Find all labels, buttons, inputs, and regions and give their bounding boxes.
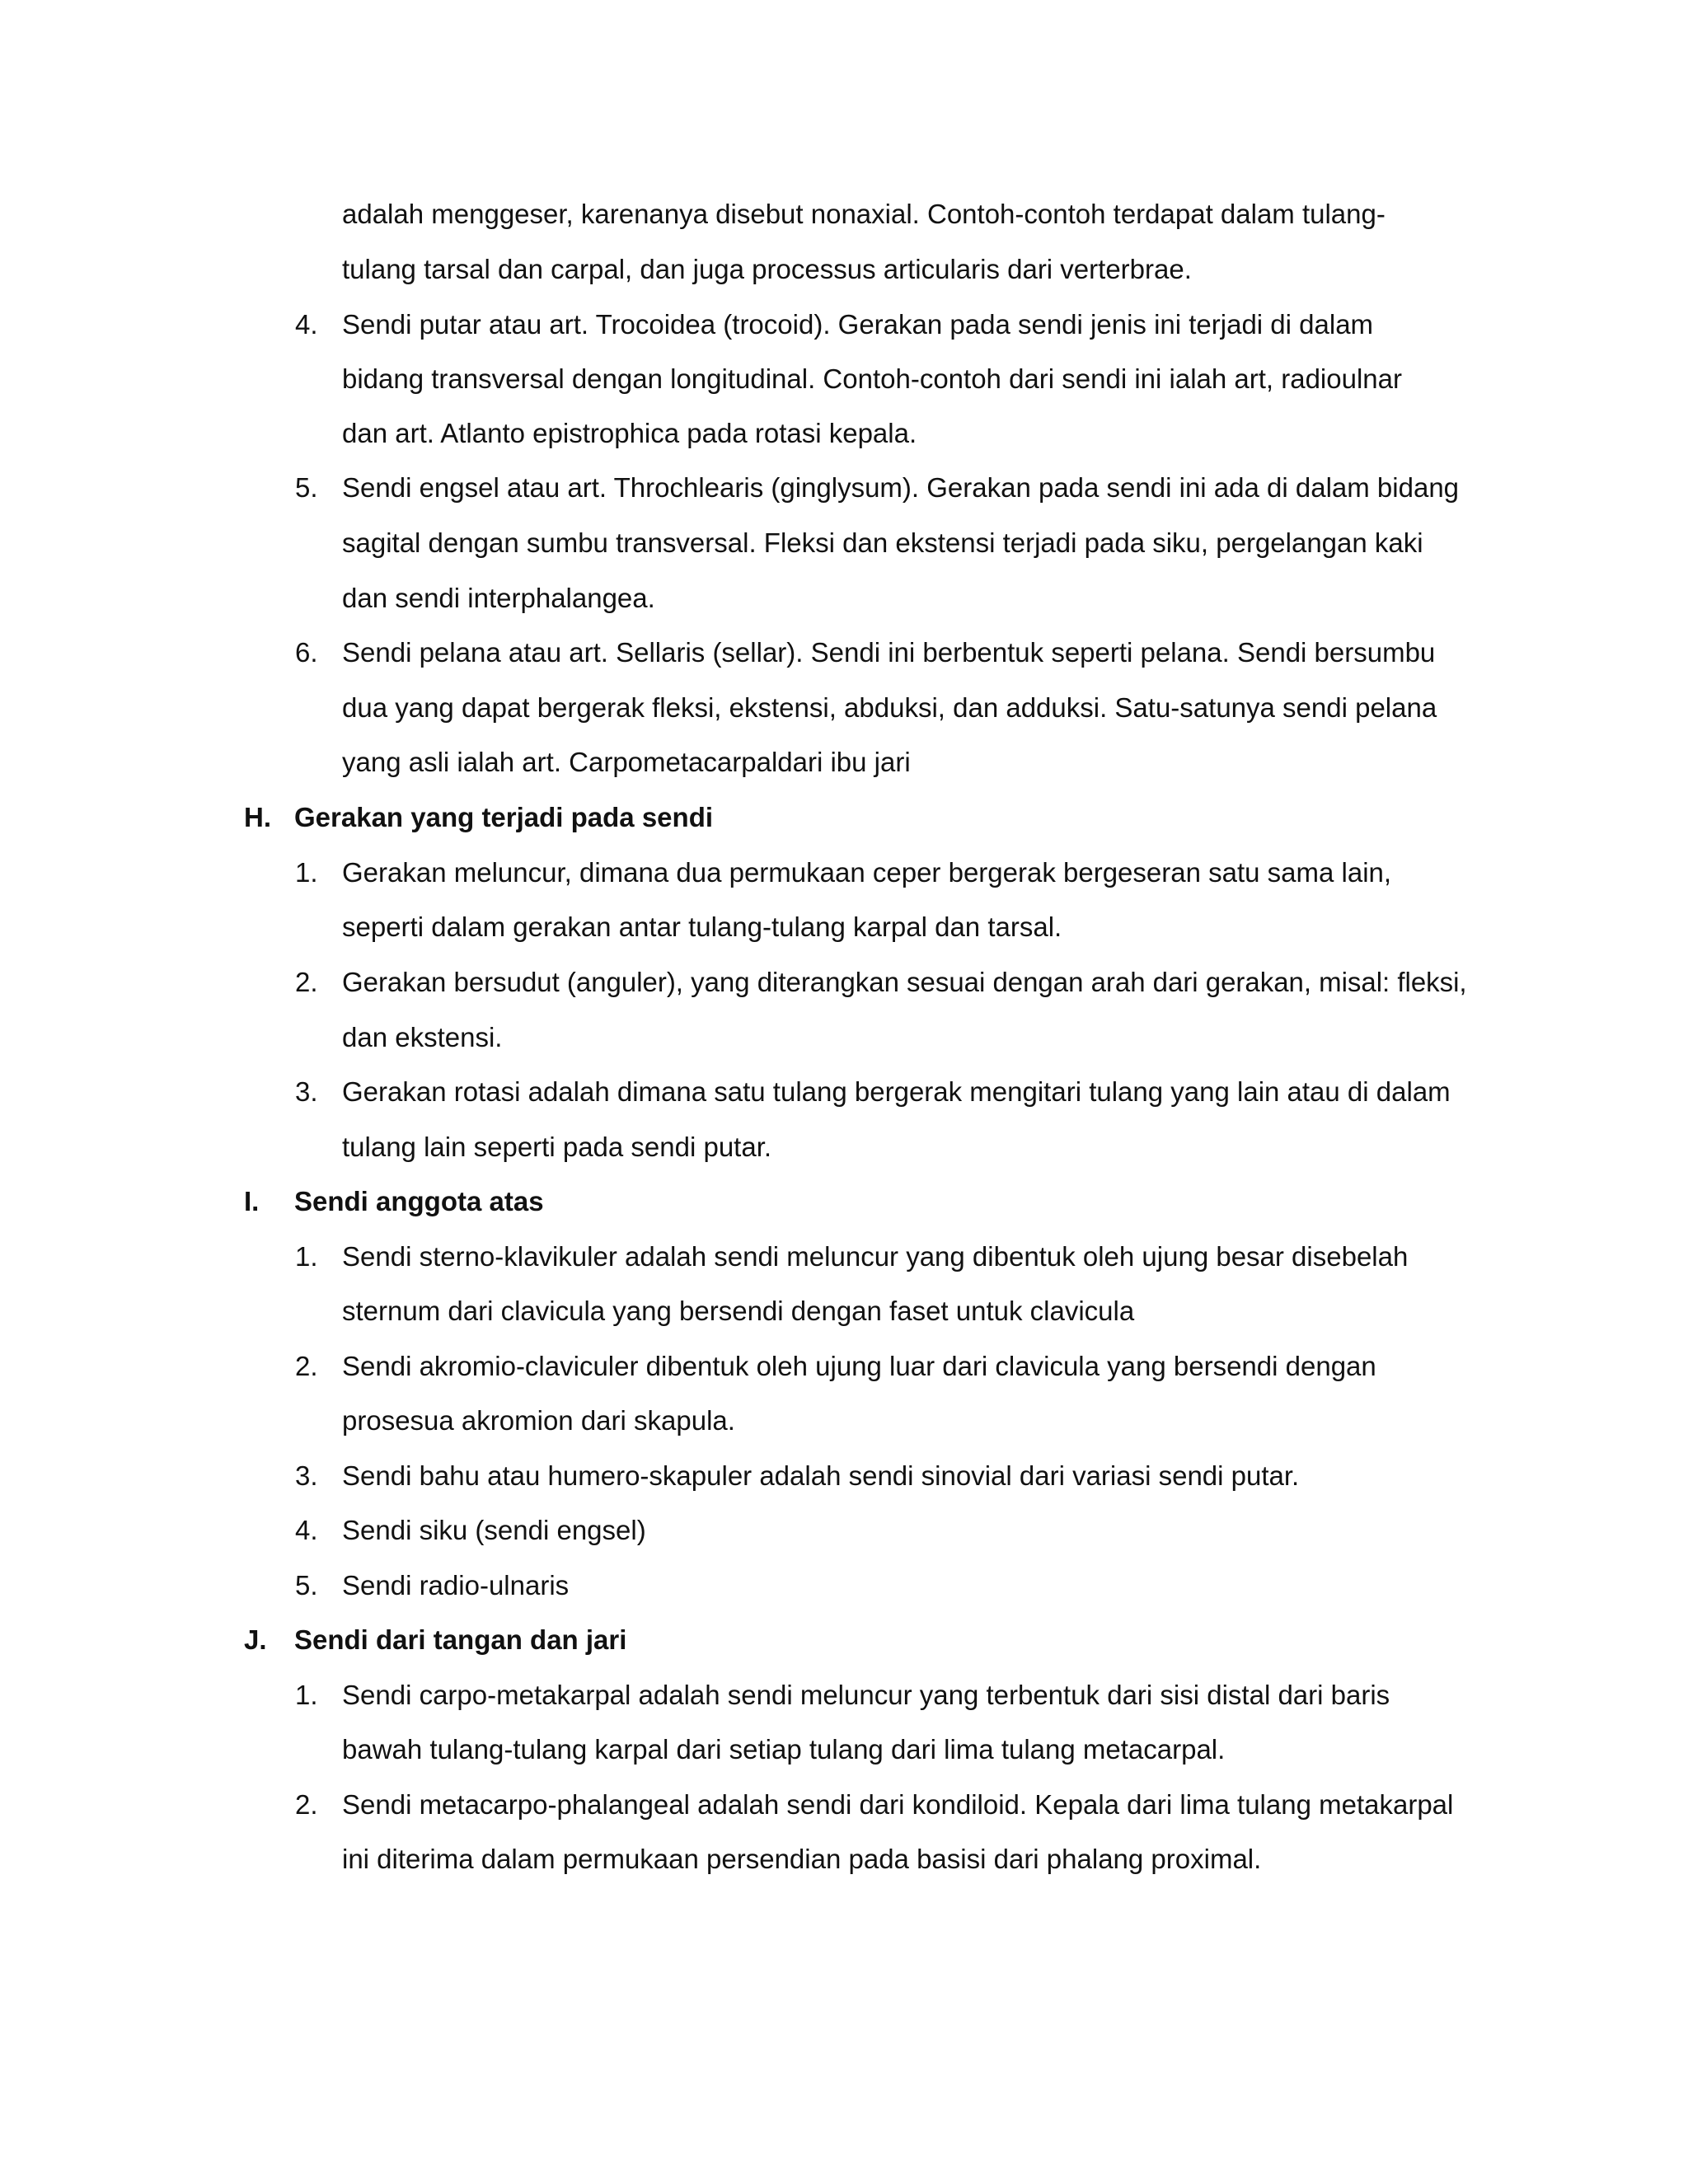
list-item-line: Sendi putar atau art. Trocoidea (trocoid). Gerakan pada sendi jenis ini terjadi di dalam [342, 309, 1374, 340]
list-item-number: 1. [295, 1680, 318, 1710]
list-item-number: 4. [295, 1515, 318, 1545]
list-item-number: 4. [295, 309, 318, 340]
list-item-line: Sendi carpo-metakarpal adalah sendi meluncur yang terbentuk dari sisi distal dari baris [342, 1680, 1390, 1710]
section-letter-j: J. [244, 1624, 267, 1655]
section-letter-h: H. [244, 802, 271, 832]
list-item-line: sternum dari clavicula yang bersendi dengan faset untuk clavicula [342, 1296, 1135, 1326]
list-item-line: Gerakan bersudut (anguler), yang diterangkan sesuai dengan arah dari gerakan, misal: fleksi, [342, 967, 1467, 997]
list-item-line: prosesua akromion dari skapula. [342, 1405, 735, 1436]
list-item-number: 6. [295, 637, 318, 668]
list-item-line: seperti dalam gerakan antar tulang-tulang karpal dan tarsal. [342, 912, 1062, 942]
list-item-line: Sendi radio-ulnaris [342, 1570, 570, 1601]
list-item-line: sagital dengan sumbu transversal. Fleksi dan ekstensi terjadi pada siku, pergelangan kaki [342, 527, 1423, 558]
section-heading-j: Sendi dari tangan dan jari [294, 1624, 627, 1655]
list-item-line: Sendi sterno-klavikuler adalah sendi meluncur yang dibentuk oleh ujung besar disebelah [342, 1241, 1409, 1272]
list-item-line: Sendi engsel atau art. Throchlearis (ginglysum). Gerakan pada sendi ini ada di dalam bidang [342, 472, 1460, 503]
list-item-line: Sendi metacarpo-phalangeal adalah sendi dari kondiloid. Kepala dari lima tulang metakarpal [342, 1789, 1454, 1820]
list-item-number: 1. [295, 1241, 318, 1272]
continuation-line-2: tulang tarsal dan carpal, dan juga processus articularis dari verterbrae. [342, 254, 1192, 284]
list-item-line: Sendi akromio-claviculer dibentuk oleh ujung luar dari clavicula yang bersendi dengan [342, 1351, 1376, 1381]
list-item-line: ini diterima dalam permukaan persendian pada basisi dari phalang proximal. [342, 1844, 1262, 1874]
list-item-line: bidang transversal dengan longitudinal. Contoh-contoh dari sendi ini ialah art, radioulnar [342, 363, 1403, 394]
list-item-number: 2. [295, 967, 318, 997]
section-heading-i: Sendi anggota atas [294, 1186, 544, 1216]
list-item-line: Gerakan rotasi adalah dimana satu tulang bergerak mengitari tulang yang lain atau di dalam [342, 1076, 1451, 1107]
continuation-line-1: adalah menggeser, karenanya disebut nonaxial. Contoh-contoh terdapat dalam tulang- [342, 199, 1386, 229]
list-item-number: 5. [295, 472, 318, 503]
list-item-line: dan ekstensi. [342, 1022, 503, 1052]
list-item-number: 3. [295, 1460, 318, 1491]
list-item-line: dan art. Atlanto epistrophica pada rotasi kepala. [342, 418, 917, 448]
list-item-line: tulang lain seperti pada sendi putar. [342, 1132, 772, 1162]
list-item-line: Sendi siku (sendi engsel) [342, 1515, 646, 1545]
list-item-line: Sendi pelana atau art. Sellaris (sellar). Sendi ini berbentuk seperti pelana. Sendi bersumbu [342, 637, 1436, 668]
list-item-number: 1. [295, 857, 318, 888]
section-letter-i: I. [244, 1186, 260, 1216]
list-item-number: 3. [295, 1076, 318, 1107]
list-item-number: 2. [295, 1789, 318, 1820]
list-item-line: Gerakan meluncur, dimana dua permukaan ceper bergerak bergeseran satu sama lain, [342, 857, 1392, 888]
list-item-line: dan sendi interphalangea. [342, 583, 655, 613]
list-item-line: bawah tulang-tulang karpal dari setiap tulang dari lima tulang metacarpal. [342, 1734, 1226, 1765]
list-item-line: dua yang dapat bergerak fleksi, ekstensi, abduksi, dan adduksi. Satu-satunya sendi pelana [342, 692, 1437, 723]
list-item-number: 5. [295, 1570, 318, 1601]
list-item-line: yang asli ialah art. Carpometacarpaldari ibu jari [342, 747, 911, 777]
list-item-line: Sendi bahu atau humero-skapuler adalah sendi sinovial dari variasi sendi putar. [342, 1460, 1300, 1491]
list-item-number: 2. [295, 1351, 318, 1381]
section-heading-h: Gerakan yang terjadi pada sendi [294, 802, 714, 832]
